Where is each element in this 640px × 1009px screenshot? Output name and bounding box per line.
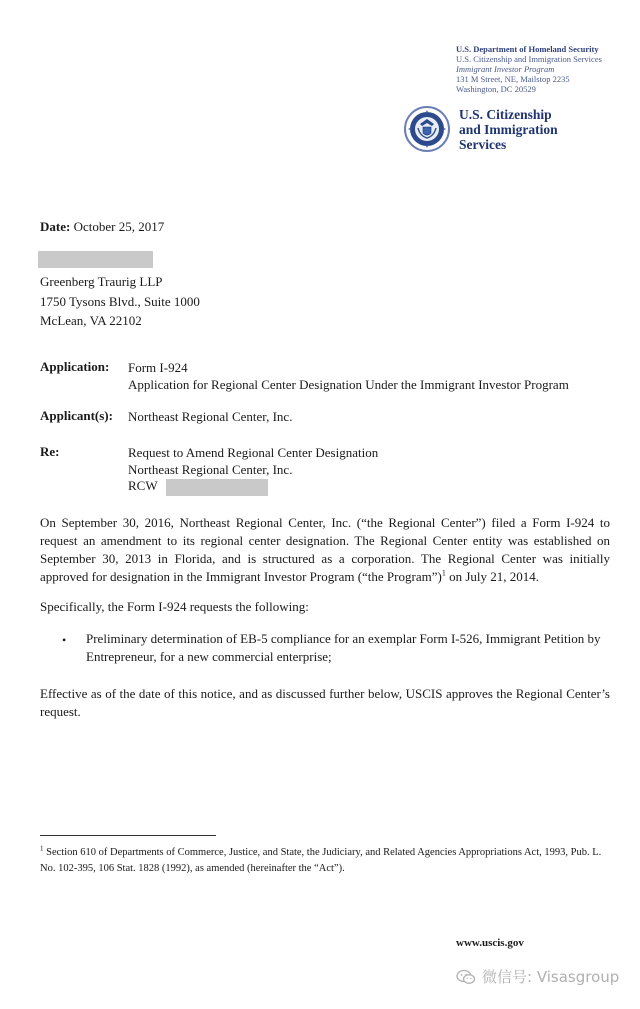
bullet-item-exemplar: Preliminary determination of EB-5 compliance for an exemplar Form I-526, Immigrant Petition by Entrepreneur, for a new commercial enterprise;: [86, 631, 601, 664]
recipient-line2: 1750 Tysons Blvd., Suite 1000: [40, 293, 200, 309]
paragraph-filing-end: on July 21, 2014.: [445, 569, 539, 584]
agency-city: Washington, DC 20529: [456, 84, 536, 94]
bullet-marker: •: [62, 633, 67, 647]
re-entity: Northeast Regional Center, Inc.: [128, 461, 293, 477]
paragraph-requests: Specifically, the Form I-924 requests the following:: [40, 599, 309, 614]
uscis-logo-text: [459, 107, 558, 152]
watermark-text: 微信号: Visasgroup: [482, 968, 620, 986]
recipient-address: [40, 272, 200, 331]
re-rcw: RCW: [128, 478, 158, 493]
uscis-name-line2: and Immigration: [459, 122, 558, 137]
agency-office: U.S. Citizenship and Immigration Services: [456, 54, 602, 64]
recipient-line3: McLean, VA 22102: [40, 313, 142, 328]
redacted-recipient-name: [38, 251, 153, 268]
application-form: Form I-924: [128, 360, 188, 375]
uscis-name-line3: Services: [459, 137, 507, 152]
application-details: [128, 360, 569, 393]
agency-program: Immigrant Investor Program: [456, 64, 555, 74]
wechat-watermark: [456, 966, 619, 987]
date-label: Date:: [40, 219, 71, 234]
footnote: [40, 845, 612, 877]
paragraph-approval: Effective as of the date of this notice, and as discussed further below, USCIS approves the Regional Center’s request.: [40, 686, 610, 719]
dhs-seal-icon: [404, 106, 450, 152]
paragraph-filing-text: On September 30, 2016, Northeast Regional Center, Inc. (“the Regional Center”) filed a Form I-924 to request an amendment to its regional center designation. The Regional Center entity was established on September 30, 2013 in Florida, and is structured as a corporation. The Regional Center was initially approved for designation in the Immigrant Investor Program (“the Program”): [40, 515, 610, 584]
footnote-ref: 1: [441, 568, 446, 578]
agency-department: U.S. Department of Homeland Security: [456, 44, 599, 54]
re-label: Re:: [40, 444, 60, 459]
redacted-rcw-number: [166, 479, 268, 496]
footnote-text: Section 610 of Departments of Commerce, Justice, and State, the Judiciary, and Related Agencies Appropriations Act, 1993, Pub. L. No. 102-395, 106 Stat. 1828 (1992), as amended (hereinafter the “Act”).: [40, 847, 602, 874]
uscis-website: www.uscis.gov: [456, 937, 524, 949]
uscis-name-line1: U.S. Citizenship: [459, 107, 552, 122]
applicant-value: Northeast Regional Center, Inc.: [128, 409, 293, 424]
recipient-line1: Greenberg Traurig LLP: [40, 274, 163, 289]
footnote-number: 1: [40, 844, 44, 853]
paragraph-filing: [40, 514, 610, 586]
applicant-label: Applicant(s):: [40, 408, 113, 423]
agency-address-block: [456, 44, 640, 94]
footnote-divider: [40, 835, 216, 836]
application-label: Application:: [40, 359, 110, 374]
re-subject: Request to Amend Regional Center Designation: [128, 445, 379, 460]
agency-street: 131 M Street, NE, Mailstop 2235: [456, 74, 570, 84]
date-value: October 25, 2017: [73, 219, 165, 234]
wechat-icon: [456, 969, 476, 985]
application-title: Application for Regional Center Designation Under the Immigrant Investor Program: [128, 376, 569, 392]
letter-date: [40, 219, 164, 235]
